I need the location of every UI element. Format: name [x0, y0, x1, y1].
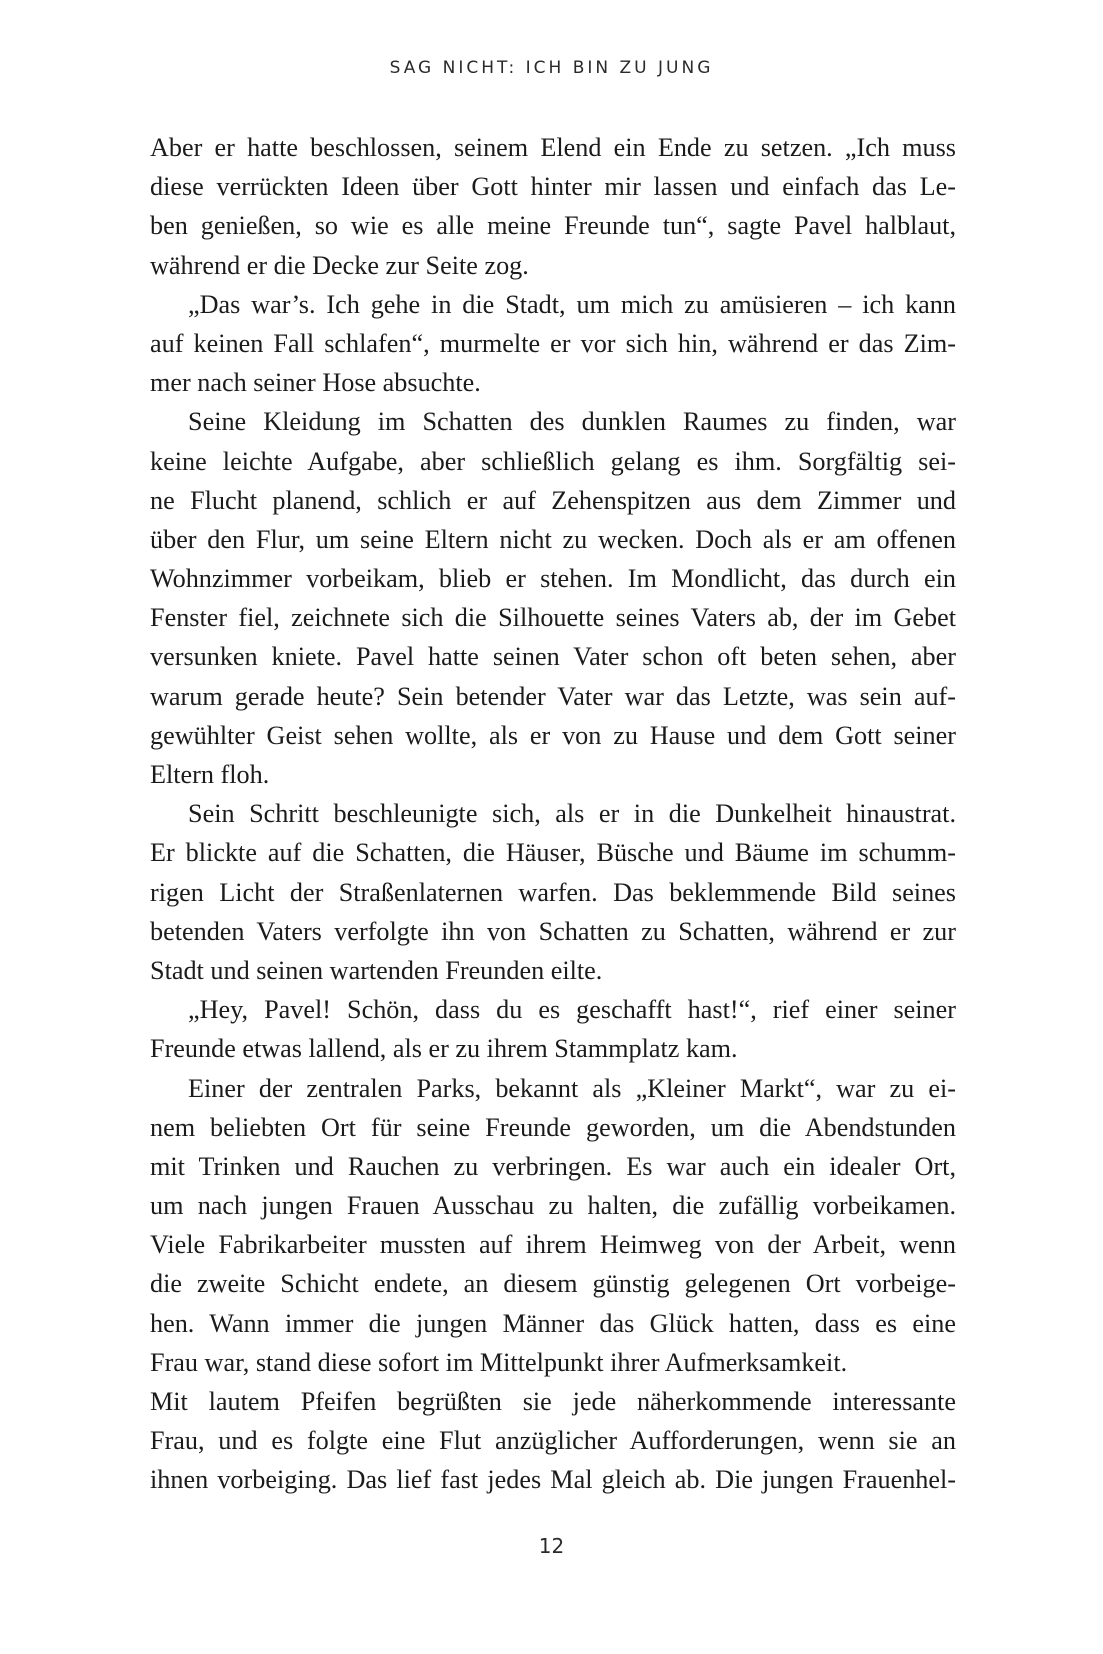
text-line: mit Trinken und Rauchen zu verbringen. Es war auch ein idealer Ort, [150, 1151, 956, 1181]
text-line: keine leichte Aufgabe, aber schließlich gelang es ihm. Sorgfältig sei- [150, 446, 956, 476]
text-line: hen. Wann immer die jungen Männer das Glück hatten, dass es eine [150, 1308, 956, 1338]
text-line: rigen Licht der Straßenlaternen warfen. Das beklemmende Bild seines [150, 877, 956, 907]
text-line: diese verrückten Ideen über Gott hinter mir lassen und einfach das Le- [150, 172, 956, 202]
text-line: versunken kniete. Pavel hatte seinen Vater schon oft beten sehen, aber [150, 642, 956, 672]
page-number: 12 [538, 1534, 565, 1558]
text-line: Aber er hatte beschlossen, seinem Elend ein Ende zu setzen. „Ich muss [150, 133, 956, 162]
text-line: Sein Schritt beschleunigte sich, als er in die Dunkelheit hinaustrat. [188, 799, 956, 829]
text-line: warum gerade heute? Sein betender Vater war das Letzte, was sein auf- [150, 681, 956, 711]
text-line: Seine Kleidung im Schatten des dunklen Raumes zu finden, war [188, 407, 956, 437]
text-line: „Hey, Pavel! Schön, dass du es geschafft hast!“, rief einer seiner [188, 995, 956, 1025]
text-line: mer nach seiner Hose absuchte. [150, 368, 481, 398]
text-line: Freunde etwas lallend, als er zu ihrem Stammplatz kam. [150, 1034, 738, 1064]
text-line: „Das war’s. Ich gehe in die Stadt, um mich zu amüsieren – ich kann [188, 289, 956, 319]
text-line: Viele Fabrikarbeiter mussten auf ihrem Heimweg von der Arbeit, wenn [150, 1230, 956, 1260]
text-line: Mit lautem Pfeifen begrüßten sie jede näherkommende interessante [150, 1387, 956, 1416]
text-line: ihnen vorbeiging. Das lief fast jedes Mal gleich ab. Die jungen Frauenhel- [150, 1465, 956, 1495]
text-line: über den Flur, um seine Eltern nicht zu wecken. Doch als er am offenen [150, 524, 956, 554]
text-line: ben genießen, so wie es alle meine Freunde tun“, sagte Pavel halblaut, [150, 211, 956, 241]
text-line: gewühlter Geist sehen wollte, als er von zu Hause und dem Gott seiner [150, 720, 956, 750]
text-line: Frau, und es folgte eine Flut anzüglicher Aufforderungen, wenn sie an [150, 1426, 956, 1456]
text-line: während er die Decke zur Seite zog. [150, 250, 529, 280]
text-line: Fenster fiel, zeichnete sich die Silhouette seines Vaters ab, der im Gebet [150, 603, 956, 633]
text-line: Wohnzimmer vorbeikam, blieb er stehen. Im Mondlicht, das durch ein [150, 564, 956, 594]
text-line: Er blickte auf die Schatten, die Häuser, Büsche und Bäume im schumm- [150, 838, 956, 868]
text-line: nem beliebten Ort für seine Freunde geworden, um die Abendstunden [150, 1112, 956, 1142]
body-text [150, 128, 956, 1500]
text-line: auf keinen Fall schlafen“, murmelte er vor sich hin, während er das Zim- [150, 328, 956, 358]
text-line: Einer der zentralen Parks, bekannt als „Kleiner Markt“, war zu ei- [188, 1073, 956, 1103]
text-line: Frau war, stand diese sofort im Mittelpunkt ihrer Aufmerksamkeit. [150, 1347, 848, 1377]
text-line: betenden Vaters verfolgte ihn von Schatten zu Schatten, während er zur [150, 916, 956, 946]
running-head: SAG NICHT: ICH BIN ZU JUNG [389, 58, 714, 78]
text-line: Eltern floh. [150, 760, 270, 789]
text-line: Stadt und seinen wartenden Freunden eilte. [150, 955, 603, 985]
text-line: die zweite Schicht endete, an diesem günstig gelegenen Ort vorbeige- [150, 1269, 956, 1299]
text-line: um nach jungen Frauen Ausschau zu halten, die zufällig vorbeikamen. [150, 1191, 956, 1221]
text-line: ne Flucht planend, schlich er auf Zehenspitzen aus dem Zimmer und [150, 485, 956, 515]
